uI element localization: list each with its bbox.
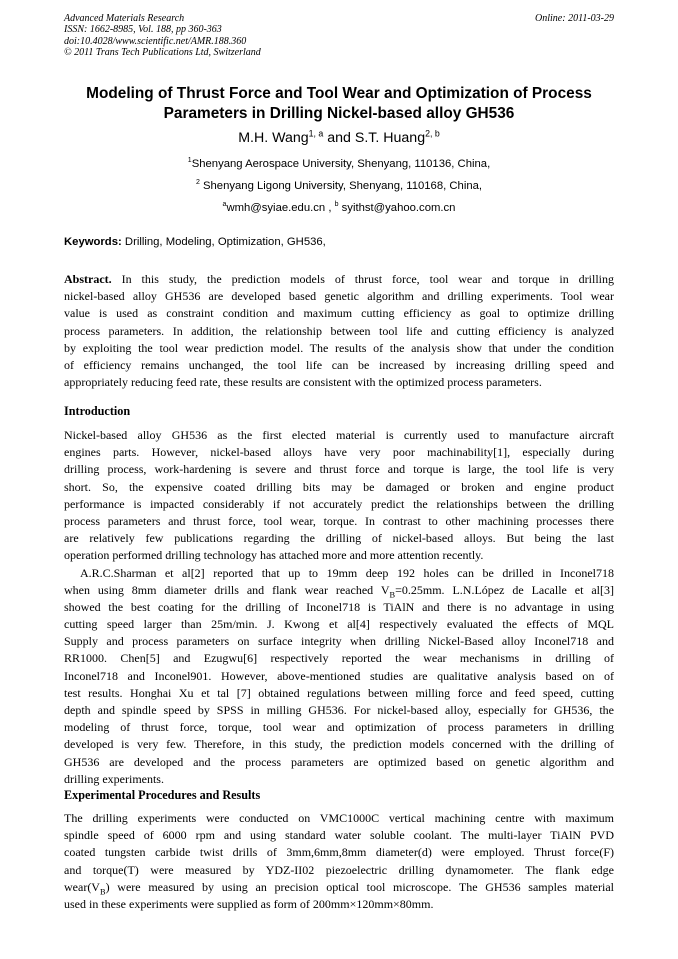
intro-line: test results. Honghai Xu et tal [7] obtained regulations between milling force and feed speed, cutting (64, 685, 614, 700)
affiliation-2-text: Shenyang Ligong University, Shenyang, 110168, China, (199, 180, 483, 192)
intro-line: Inconel718 and Inconel901. However, above-mentioned studies are qualitative analysis based on of (64, 668, 614, 683)
exp-line: The drilling experiments were conducted on VMC1000C vertical machining centre with maximum (64, 811, 614, 825)
affiliation-2-sup: 2 (195, 179, 200, 187)
email-a-sup: a (222, 201, 227, 209)
email-a: wmh@syiae.edu.cn , (226, 202, 335, 214)
intro-line: short. So, the expensive coated drilling bits may be damaged or broken and engine product (64, 479, 614, 494)
journal-header (64, 13, 261, 58)
intro-line: showed the best coating for the drilling of Inconel718 is TiAlN and there is no advantage in using (64, 599, 614, 614)
exp-line: coated tungsten carbide twist drills of 3mm,6mm,8mm diameter(d) were employed. Thrust force(F) (64, 845, 614, 860)
affiliation-1 (0, 158, 678, 170)
title-line-1: Modeling of Thrust Force and Tool Wear and Optimization of Process (86, 85, 592, 102)
keywords-text: Drilling, Modeling, Optimization, GH536, (121, 236, 326, 248)
intro-text: =0.25mm. L.N.López de Lacalle et al[3] (395, 582, 614, 597)
subscript: B (389, 590, 396, 600)
author-emails (0, 202, 678, 214)
intro-line: engines parts. However, nickel-based alloys have very poor machinability[1], especially during (64, 445, 614, 460)
affiliation-1-text: Shenyang Aerospace University, Shenyang, 110136, China, (191, 158, 491, 170)
exp-text: wear(V (64, 879, 100, 894)
intro-line: developed is very few. Therefore, in this study, the prediction models concerned with the drilling of (64, 737, 614, 752)
intro-line: performance is impacted considerably if not accurately predict the relationships between the drilling (64, 496, 614, 511)
abstract-line: nickel-based alloy GH536 are developed based genetic algorithm and drilling experiments. Tool wear (64, 289, 614, 304)
author-list (0, 130, 678, 146)
keywords (64, 236, 326, 248)
abstract-label: Abstract. (64, 272, 112, 286)
author-2-sup: 2, b (425, 128, 440, 139)
intro-line: drilling process, work-hardening is severe and thrust force and torque is large, the tool life is very (64, 462, 614, 477)
intro-line: cutting speed larger than 25m/min. J. Kwong et al[4] respectively evaluated the effects of MQL (64, 617, 614, 632)
abstract-line: of efficiency remains unchanged, the tool life can be increased by increasing drilling speed and (64, 357, 614, 372)
introduction-body (64, 427, 614, 788)
exp-line: spindle speed of 6000 rpm and using standard water soluble coolant. The multi-layer TiAlN PVD (64, 828, 614, 843)
affiliation-2 (0, 180, 678, 192)
author-1: M.H. Wang (238, 130, 309, 146)
intro-line: process parameters and thrust force, tool wear, torque. In contrast to other machining processes there (64, 513, 614, 528)
intro-text: when using 8mm diameter drills and flank wear reached V (64, 582, 390, 597)
affiliation-1-sup: 1 (187, 157, 192, 165)
abstract (64, 271, 614, 391)
exp-line (64, 879, 614, 896)
keywords-label: Keywords: (64, 236, 122, 248)
paper-title (40, 84, 638, 123)
journal-name: Advanced Materials Research (64, 13, 185, 24)
exp-line: used in these experiments were supplied as form of 200mm×120mm×80mm. (64, 896, 434, 911)
intro-line: Nickel-based alloy GH536 as the first elected material is currently used to manufacture aircraft (64, 428, 614, 442)
intro-line: Supply and process parameters on surface integrity when drilling Nickel-Based alloy Inconel718 and (64, 634, 614, 649)
abstract-line: value is used as constraint condition and maximum cutting efficiency as goal to optimize drilling (64, 306, 614, 321)
abstract-line: process parameters. In addition, the relationship between tool life and cutting efficiency is analyzed (64, 323, 614, 338)
experimental-heading: Experimental Procedures and Results (64, 788, 261, 802)
email-b-sup: b (334, 201, 339, 209)
experimental-body (64, 810, 614, 913)
intro-line: are relatively few publications regarding the drilling of nickel-based alloys. But being the last (64, 531, 614, 546)
exp-line: and torque(T) were measured by YDZ-II02 piezoelectric drilling dynamometer. The flank edge (64, 862, 614, 877)
exp-text: ) were measured by using an precision optical tool microscope. The GH536 samples material (105, 879, 614, 894)
author-and: and (323, 130, 355, 146)
doi: doi:10.4028/www.scientific.net/AMR.188.360 (64, 35, 247, 47)
abstract-text: In this study, the prediction models of thrust force, tool wear and torque in drilling (111, 272, 614, 286)
online-date: Online: 2011-03-29 (535, 13, 614, 24)
introduction-heading: Introduction (64, 404, 131, 418)
intro-line: depth and spindle speed by SPSS in milling GH536. For nickel-based alloy, especially for GH536, the (64, 703, 614, 717)
issn: ISSN: 1662-8985, Vol. 188, pp 360-363 (64, 24, 222, 36)
intro-line: drilling experiments. (64, 771, 164, 786)
abstract-line (64, 271, 614, 288)
abstract-line: appropriately reducing feed rate, these results are consistent with the optimized process parameters. (64, 375, 542, 390)
intro-line (64, 582, 614, 599)
author-1-sup: 1, a (308, 128, 324, 139)
email-b: syithst@yahoo.com.cn (338, 202, 456, 214)
intro-line: RR1000. Chen[5] and Ezugwu[6] respectively reported the wear mechanisms in drilling of (64, 651, 614, 666)
intro-line: A.R.C.Sharman et al[2] reported that up to 19mm deep 192 holes can be drilled in Inconel718 (80, 565, 614, 580)
subscript: B (99, 887, 106, 897)
intro-line: operation performed drilling technology has attached more and more attention recently. (64, 548, 484, 563)
intro-line: GH536 are developed and the process parameters are optimized based on genetic algorithm and (64, 754, 614, 769)
intro-line: modeling of thrust force, torque, tool wear and optimization of process parameters in drilling (64, 720, 614, 735)
copyright: © 2011 Trans Tech Publications Ltd, Switzerland (64, 46, 261, 58)
author-2: S.T. Huang (354, 130, 426, 146)
abstract-line: by exploiting the tool wear prediction model. The results of the analysis show that under the condition (64, 340, 614, 355)
title-line-2: Parameters in Drilling Nickel-based alloy GH536 (163, 104, 515, 122)
